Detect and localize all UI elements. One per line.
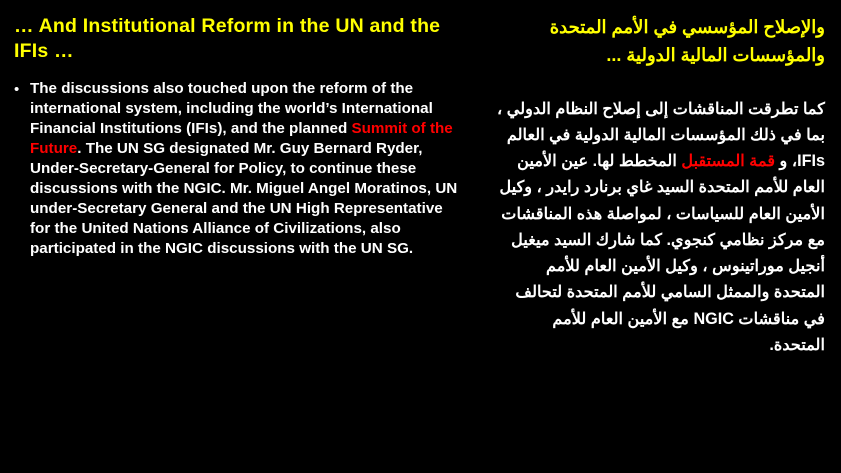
english-bullet-item: [14, 79, 458, 260]
english-body-part1: The discussions also touched upon the reform of the international system, including the world’s International Financial Institutions (IFIs), and the planned: [30, 79, 433, 137]
arabic-body-part1: كما تطرقت المناقشات إلى إصلاح النظام الدولي ، بما في ذلك المؤسسات المالية الدولية في العالم IFIs، و: [497, 99, 825, 171]
english-body-part2: . The UN SG designated Mr. Guy Bernard Ryder, Under-Secretary-General for Policy, to continue these discussions with the NGIC. Mr. Miguel Angel Moratinos, UN under-Secretary General and the UN High Representative for the United Nations Alliance of Civilizations, also participated in the NGIC discussions with the UN SG.: [30, 139, 458, 258]
arabic-body-text: [495, 96, 825, 358]
arabic-column: [495, 14, 825, 459]
arabic-body-part2: المخطط لها. عين الأمين العام للأمم المتحدة السيد غاي برنارد رايدر ، وكيل الأمين العام للسياسات ، لمواصلة هذه المناقشات مع مركز نظامي كنجوي. كما شارك السيد ميغيل أنجيل موراتينوس ، وكيل الأمين العام للأمم المتحدة والممثل السامي للأمم المتحدة لتحالف في مناقشات NGIC مع الأمين العام للأمم المتحدة.: [499, 152, 825, 354]
arabic-body-highlight: قمة المستقبل: [681, 152, 776, 171]
arabic-title: والإصلاح المؤسسي في الأمم المتحدة والمؤسسات المالية الدولية ...: [549, 17, 825, 65]
english-body-text: [30, 79, 458, 260]
english-body-highlight: Summit of the Future: [30, 119, 453, 157]
bullet-marker-icon: •: [14, 80, 20, 98]
english-title: … And Institutional Reform in the UN and the IFIs …: [14, 15, 441, 63]
english-column: [14, 14, 458, 459]
